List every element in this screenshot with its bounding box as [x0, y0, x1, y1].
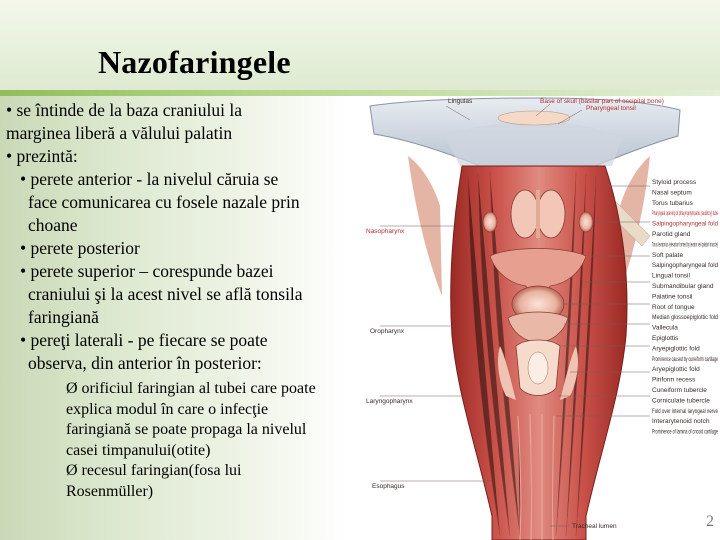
figure-left-label: Oropharynx — [370, 328, 404, 335]
bullet-text — [6, 99, 351, 502]
figure-right-label: Corniculate tubercle — [652, 397, 710, 405]
figure-right-label: Aryepiglottic fold — [652, 345, 700, 353]
bullet-line: choane — [28, 215, 78, 235]
pharynx-anatomy-illustration — [350, 96, 720, 540]
slide-title: Nazofaringele — [98, 44, 291, 80]
figure-right-label: Parotid gland — [652, 231, 691, 238]
figure-right-label: Submandibular gland — [652, 283, 714, 290]
pharynx-drawing — [350, 96, 720, 540]
figure-top-label: Lingulas — [448, 98, 473, 105]
figure-left-label: Nasopharynx — [366, 228, 405, 235]
figure-right-label: Palatine tonsil — [652, 293, 693, 301]
bullet-line: casei timpanului(otite) — [66, 441, 211, 459]
figure-right-label: Fold over internal laryngeal nerve — [652, 407, 719, 415]
figure-right-labels — [652, 179, 718, 436]
figure-right-label: Torus tubarius — [652, 199, 693, 207]
figure-right-label: Pharyngeal opening of pharyngotympanic (auditory) tube — [652, 210, 719, 218]
figure-right-label: Epiglottis — [652, 335, 679, 342]
figure-right-label: Styloid process — [652, 179, 697, 186]
figure-right-label: Prominence of lamina of cricoid cartilage — [652, 428, 719, 436]
bullet-line: Rosenmüller) — [66, 482, 154, 500]
figure-right-label: Interarytenoid notch — [652, 418, 710, 426]
figure-right-label: Piriform recess — [652, 376, 696, 384]
bullet-line: observa, din anterior în posterior: — [28, 353, 262, 373]
figure-right-label: Salpingopharyngeal fold — [652, 262, 719, 270]
figure-top-label: Base of skull (basilar part of occipital bone) — [540, 98, 664, 105]
figure-right-label: Cuneiform tubercle — [652, 387, 707, 394]
figure-right-label: Median glossoepiglottic fold — [652, 314, 719, 322]
bullet-line: • pereţi laterali - pe fiecare se poate — [20, 330, 268, 350]
figure-right-label: Prominence caused by cuneiform cartilage — [652, 355, 719, 363]
figure-top-label: Pharyngeal tonsil — [586, 105, 636, 112]
bullet-line: marginea liberă a vălului palatin — [6, 123, 233, 143]
figure-right-label: Soft palate — [652, 251, 684, 259]
bullet-line: craniului şi la acest nivel se află tonsila — [28, 284, 303, 304]
figure-right-label: Vallecula — [652, 324, 678, 332]
bullet-line: explica modul în care o infecţie — [66, 400, 269, 418]
bullet-line: • perete posterior — [20, 238, 140, 258]
bullet-line: faringiană se poate propaga la nivelul — [66, 421, 307, 438]
bullet-line: • perete superior – corespunde bazei — [20, 261, 274, 281]
figure-left-label: Laryngopharynx — [366, 398, 413, 405]
bullet-line: faringiană — [28, 307, 99, 327]
bullet-line: Ø recesul faringian(fosa lui — [66, 462, 242, 479]
bullet-line: • perete anterior - la nivelul căruia se — [20, 169, 279, 189]
figure-left-label: Esophagus — [372, 483, 405, 490]
bullet-line: face comunicarea cu fosele nazale prin — [28, 192, 300, 212]
bullet-line: • prezintă: — [6, 146, 78, 166]
figure-right-label: Aryepiglottic fold — [652, 366, 700, 374]
figure-right-label: Lingual tonsil — [652, 272, 690, 280]
bullet-line: • se întinde de la baza craniului la — [6, 100, 242, 120]
figure-bottom-label: Tracheal lumen — [572, 523, 617, 530]
bullet-line: Ø orificiul faringian al tubei care poate — [66, 380, 316, 397]
figure-right-label: Torus levatorius (elevation formed by levator veli palatini muscle) — [652, 241, 718, 249]
page-number-glyph: 2 — [706, 513, 714, 530]
figure-right-label: Salpingopharyngeal fold — [652, 220, 719, 228]
figure-right-label: Nasal septum — [652, 189, 692, 197]
figure-right-label: Root of tongue — [652, 303, 695, 311]
